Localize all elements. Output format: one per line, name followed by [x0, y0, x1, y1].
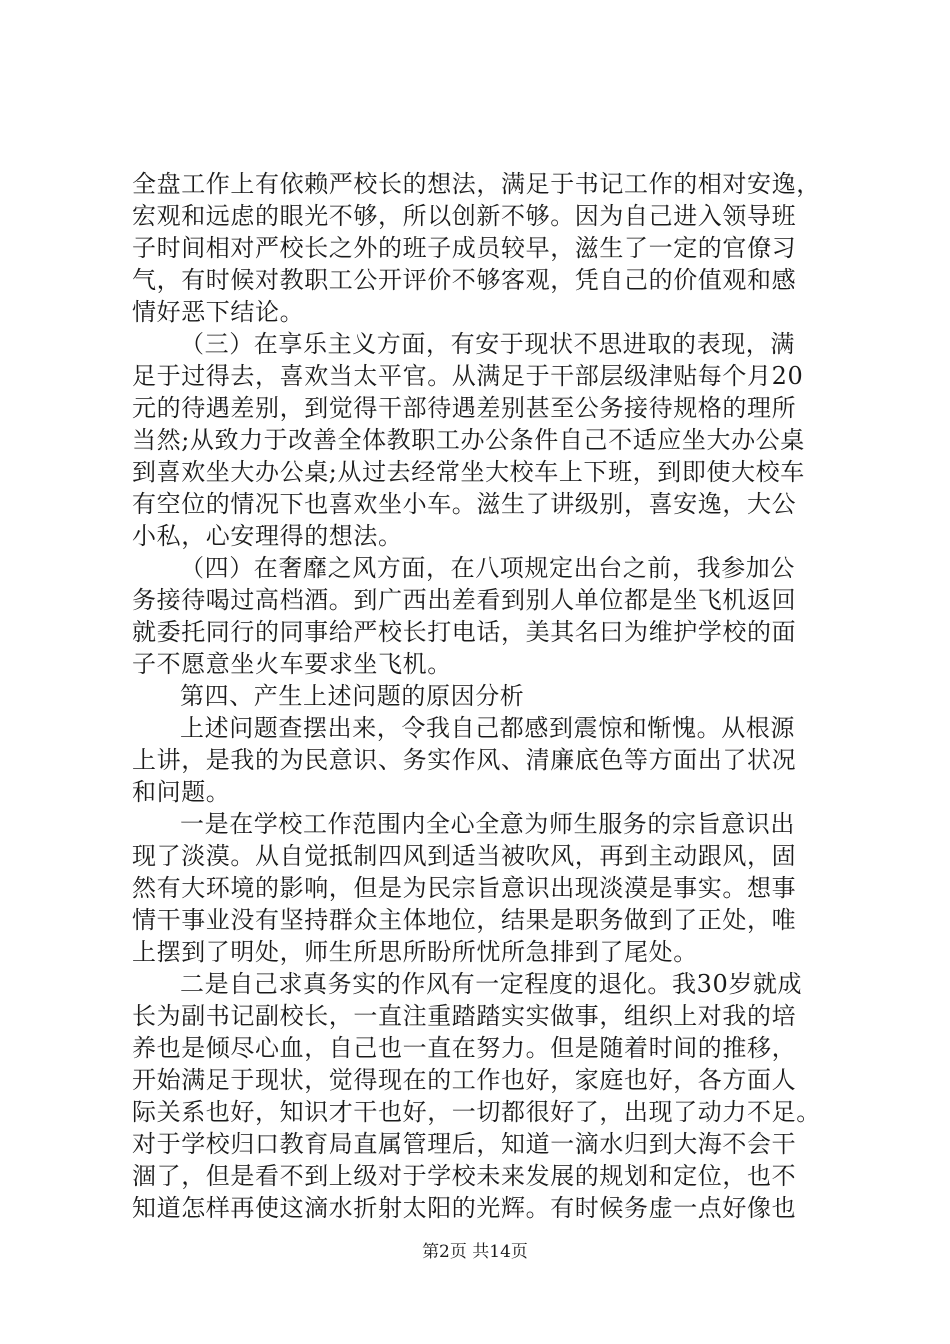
text-line: 长为副书记副校长，一直注重踏踏实实做事，组织上对我的培 — [132, 1002, 797, 1030]
text-line: 子时间相对严校长之外的班子成员较早，滋生了一定的官僚习 — [132, 234, 797, 262]
text-line: 现了淡漠。从自觉抵制四风到适当被吹风，再到主动跟风，固 — [132, 842, 797, 870]
text-line: 就委托同行的同事给严校长打电话，美其名曰为维护学校的面 — [132, 618, 797, 646]
text-line: 涸了，但是看不到上级对于学校未来发展的规划和定位，也不 — [132, 1162, 797, 1190]
text-line: 全盘工作上有依赖严校长的想法，满足于书记工作的相对安逸， — [132, 170, 821, 198]
text-line: 子不愿意坐火车要求坐飞机。 — [132, 650, 452, 678]
text-line: （四）在奢靡之风方面，在八项规定出台之前，我参加公 — [180, 554, 795, 582]
text-line: 开始满足于现状，觉得现在的工作也好，家庭也好，各方面人 — [132, 1066, 797, 1094]
text-line: 情干事业没有坚持群众主体地位，结果是职务做到了正处，唯 — [132, 906, 797, 934]
text-line: 上讲，是我的为民意识、务实作风、清廉底色等方面出了状况 — [132, 746, 797, 774]
text-line: 有空位的情况下也喜欢坐小车。滋生了讲级别，喜安逸，大公 — [132, 490, 797, 518]
text-line: 务接待喝过高档酒。到广西出差看到别人单位都是坐飞机返回 — [132, 586, 797, 614]
text-line: 第四、产生上述问题的原因分析 — [180, 682, 525, 710]
text-line: 气，有时候对教职工公开评价不够客观，凭自己的价值观和感 — [132, 266, 797, 294]
text-line: 知道怎样再使这滴水折射太阳的光辉。有时候务虚一点好像也 — [132, 1194, 797, 1222]
text-line: 足于过得去，喜欢当太平官。从满足于干部层级津贴每个月20 — [132, 362, 804, 390]
text-line: 际关系也好，知识才干也好，一切都很好了，出现了动力不足。 — [132, 1098, 821, 1126]
text-line: 情好恶下结论。 — [132, 298, 305, 326]
text-line: （三）在享乐主义方面，有安于现状不思进取的表现，满 — [180, 330, 795, 358]
text-line: 当然;从致力于改善全体教职工办公条件自己不适应坐大办公桌 — [132, 426, 805, 454]
text-line: 元的待遇差别，到觉得干部待遇差别甚至公务接待规格的理所 — [132, 394, 797, 422]
text-line: 一是在学校工作范围内全心全意为师生服务的宗旨意识出 — [180, 810, 795, 838]
text-line: 和问题。 — [132, 778, 231, 806]
text-line: 小私，心安理得的想法。 — [132, 522, 403, 550]
page-footer: 第2页 共14页 — [422, 1242, 528, 1262]
text-line: 上摆到了明处，师生所思所盼所忧所急排到了尾处。 — [132, 938, 698, 966]
body-text — [132, 168, 832, 1224]
text-line: 二是自己求真务实的作风有一定程度的退化。我30岁就成 — [180, 970, 803, 998]
text-line: 到喜欢坐大办公桌;从过去经常坐大校车上下班，到即使大校车 — [132, 458, 805, 486]
text-line: 对于学校归口教育局直属管理后，知道一滴水归到大海不会干 — [132, 1130, 797, 1158]
text-line: 然有大环境的影响，但是为民宗旨意识出现淡漠是事实。想事 — [132, 874, 797, 902]
text-line: 上述问题查摆出来，令我自己都感到震惊和惭愧。从根源 — [180, 714, 795, 742]
text-line: 宏观和远虑的眼光不够，所以创新不够。因为自己进入领导班 — [132, 202, 797, 230]
text-line: 养也是倾尽心血，自己也一直在努力。但是随着时间的推移， — [132, 1034, 797, 1062]
